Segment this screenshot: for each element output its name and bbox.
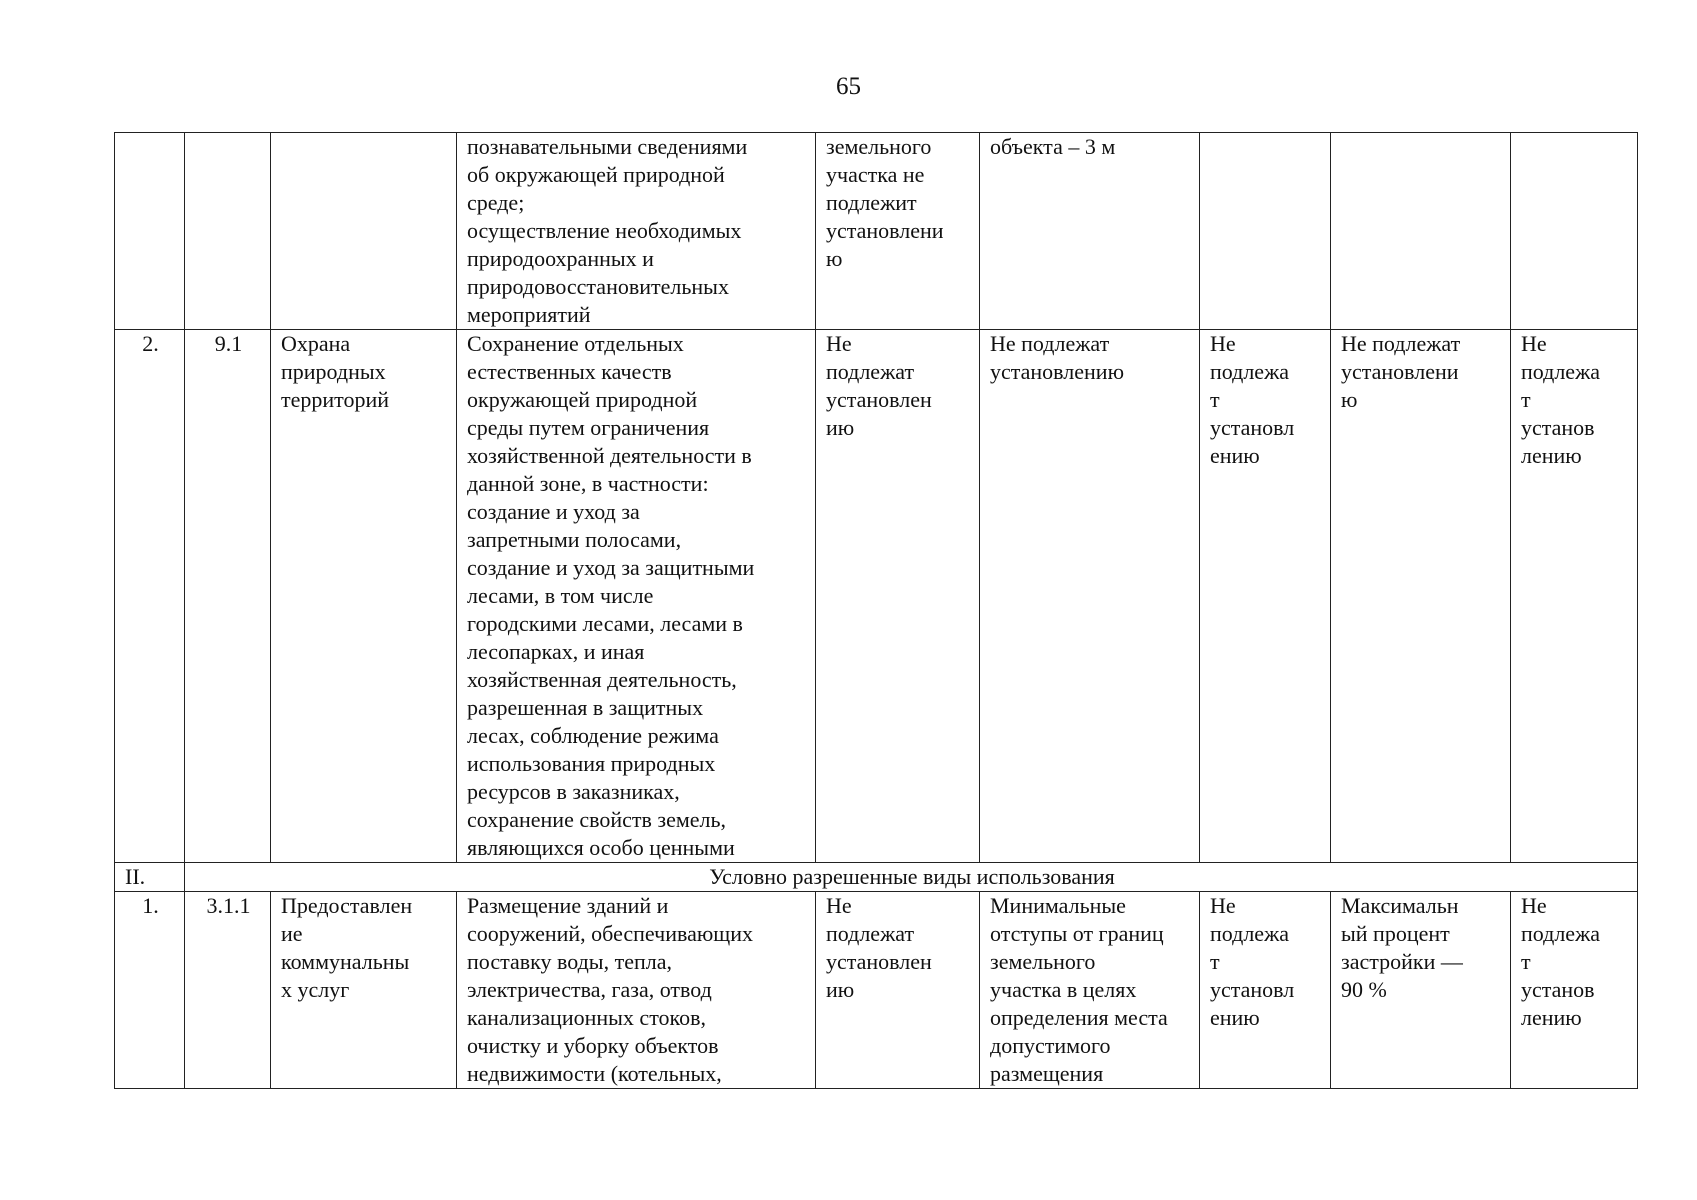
other-params-cell: Не подлежа т установ лению [1511,892,1638,1089]
floors-cell [1200,133,1331,330]
page-number: 65 [836,73,861,100]
use-name-cell: Охрана природных территорий [271,330,457,863]
description-cell: познавательными сведениями об окружающей природной среде; осуществление необходимых природоохранных и природовосстановительных мероприятий [457,133,816,330]
use-name-cell: Предоставлен ие коммунальны х услуг [271,892,457,1089]
zoning-table [114,132,1638,1089]
row-number-cell [115,133,185,330]
use-name-cell [271,133,457,330]
plot-size-cell: Не подлежат установлен ию [816,892,980,1089]
coverage-cell: Максимальн ый процент застройки — 90 % [1331,892,1511,1089]
other-params-cell: Не подлежа т установ лению [1511,330,1638,863]
row-number-cell: 2. [115,330,185,863]
section-label: II. [115,863,185,892]
section-title: Условно разрешенные виды использования [185,863,1638,892]
table-row [115,330,1638,863]
coverage-cell [1331,133,1511,330]
coverage-cell: Не подлежат установлени ю [1331,330,1511,863]
code-cell: 3.1.1 [185,892,271,1089]
floors-cell: Не подлежа т установл ению [1200,330,1331,863]
code-cell: 9.1 [185,330,271,863]
setback-cell: объекта – 3 м [980,133,1200,330]
code-cell [185,133,271,330]
description-cell: Размещение зданий и сооружений, обеспечивающих поставку воды, тепла, электричества, газа, отвод канализационных стоков, очистку и уборку объектов недвижимости (котельных, [457,892,816,1089]
plot-size-cell: земельного участка не подлежит установлени ю [816,133,980,330]
description-cell: Сохранение отдельных естественных качеств окружающей природной среды путем ограничения хозяйственной деятельности в данной зоне, в частности: создание и уход за запретными полосами, создание и уход за защитными лесами, в том числе городскими лесами, лесами в лесопарках, и иная хозяйственная деятельность, разрешенная в защитных лесах, соблюдение режима использования природных ресурсов в заказниках, сохранение свойств земель, являющихся особо ценными [457,330,816,863]
setback-cell: Не подлежат установлению [980,330,1200,863]
table-row [115,892,1638,1089]
setback-cell: Минимальные отступы от границ земельного участка в целях определения места допустимого размещения [980,892,1200,1089]
section-header-row [115,863,1638,892]
other-params-cell [1511,133,1638,330]
table-row [115,133,1638,330]
floors-cell: Не подлежа т установл ению [1200,892,1331,1089]
plot-size-cell: Не подлежат установлен ию [816,330,980,863]
row-number-cell: 1. [115,892,185,1089]
